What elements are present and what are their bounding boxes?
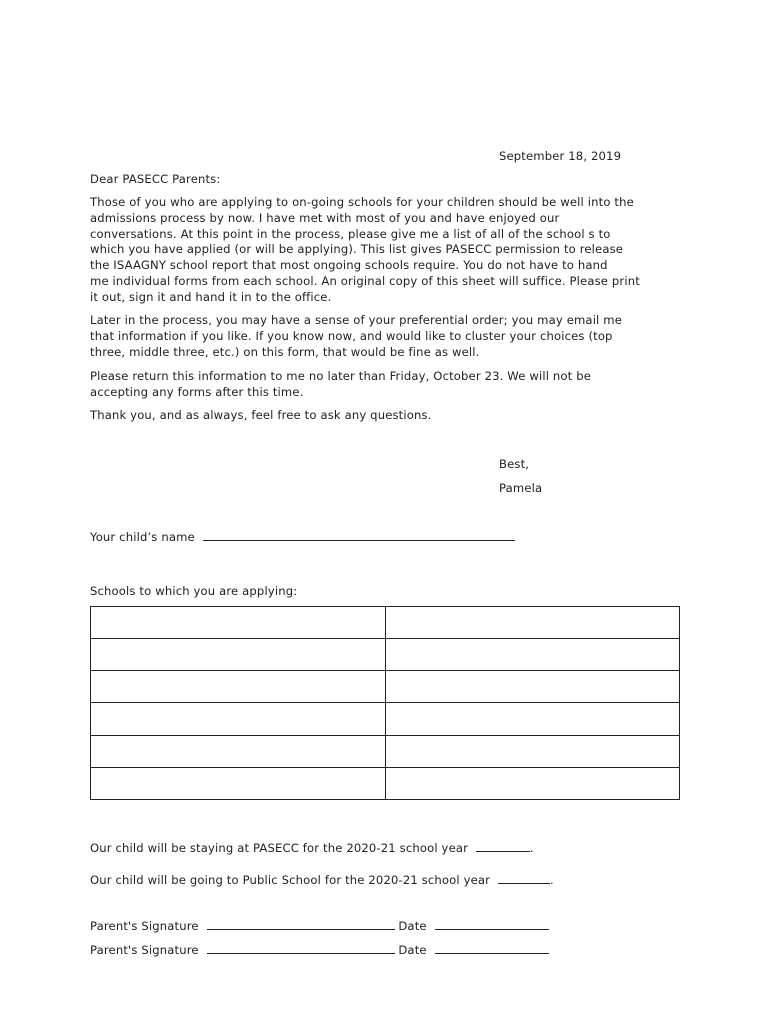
school-cell[interactable] <box>91 767 386 799</box>
paragraph-line: accepting any forms after this time. <box>90 384 304 399</box>
table-row <box>91 607 680 639</box>
public-blank[interactable] <box>498 872 550 884</box>
paragraph-1 <box>90 195 650 306</box>
table-row <box>91 703 680 735</box>
school-cell[interactable] <box>385 703 680 735</box>
date-field[interactable] <box>435 942 549 954</box>
school-cell[interactable] <box>91 671 386 703</box>
schools-label: Schools to which you are applying: <box>90 584 298 598</box>
child-name-row <box>90 529 515 545</box>
paragraph-4 <box>90 408 650 424</box>
child-name-field[interactable] <box>203 529 515 541</box>
staying-period: . <box>529 841 534 855</box>
public-period: . <box>549 873 554 887</box>
paragraph-line: me individual forms from each school. An original copy of this sheet will suffice. Please print <box>90 273 640 288</box>
staying-blank[interactable] <box>476 840 530 852</box>
schools-table <box>90 606 680 800</box>
date-field[interactable] <box>435 918 549 930</box>
parent-signature-label: Parent's Signature <box>90 919 199 933</box>
staying-row <box>90 840 534 856</box>
paragraph-line: Thank you, and as always, feel free to ask any questions. <box>90 408 432 422</box>
parent-signature-field[interactable] <box>207 918 395 930</box>
school-cell[interactable] <box>385 607 680 639</box>
public-text: Our child will be going to Public School for the 2020-21 school year <box>90 873 491 887</box>
school-cell[interactable] <box>385 735 680 767</box>
paragraph-line: conversations. At this point in the process, please give me a list of all of the school s to <box>90 226 611 241</box>
school-cell[interactable] <box>91 735 386 767</box>
salutation: Dear PASECC Parents: <box>90 172 221 186</box>
paragraph-line: it out, sign it and hand it in to the office. <box>90 289 332 304</box>
paragraph-line: that information if you like. If you know now, and would like to cluster your choices (top <box>90 328 613 343</box>
paragraph-line: three, middle three, etc.) on this form, that would be fine as well. <box>90 344 480 359</box>
parent-signature-label: Parent's Signature <box>90 943 199 957</box>
signature-row-2 <box>90 942 549 958</box>
table-row <box>91 671 680 703</box>
signer-name: Pamela <box>499 481 543 495</box>
paragraph-3 <box>90 369 650 401</box>
paragraph-line: Those of you who are applying to on-going schools for your children should be well into the <box>90 195 634 209</box>
school-cell[interactable] <box>385 639 680 671</box>
school-cell[interactable] <box>91 703 386 735</box>
school-cell[interactable] <box>91 639 386 671</box>
paragraph-line: Later in the process, you may have a sense of your preferential order; you may email me <box>90 313 622 327</box>
paragraph-line: the ISAAGNY school report that most ongoing schools require. You do not have to hand <box>90 258 608 273</box>
signature-row-1 <box>90 918 549 934</box>
staying-text: Our child will be staying at PASECC for the 2020-21 school year <box>90 841 469 855</box>
paragraph-2 <box>90 313 650 360</box>
school-cell[interactable] <box>385 767 680 799</box>
school-cell[interactable] <box>91 607 386 639</box>
paragraph-line: which you have applied (or will be applying). This list gives PASECC permission to release <box>90 242 624 257</box>
table-row <box>91 735 680 767</box>
table-row <box>91 639 680 671</box>
table-row <box>91 767 680 799</box>
child-name-label: Your child’s name <box>90 530 195 544</box>
paragraph-line: admissions process by now. I have met with most of you and have enjoyed our <box>90 210 560 225</box>
date-label: Date <box>398 919 427 933</box>
public-row <box>90 872 554 888</box>
school-cell[interactable] <box>385 671 680 703</box>
closing: Best, <box>499 457 530 471</box>
parent-signature-field[interactable] <box>207 942 395 954</box>
letter-date: September 18, 2019 <box>499 149 622 163</box>
paragraph-line: Please return this information to me no later than Friday, October 23. We will not be <box>90 369 591 383</box>
date-label: Date <box>398 943 427 957</box>
